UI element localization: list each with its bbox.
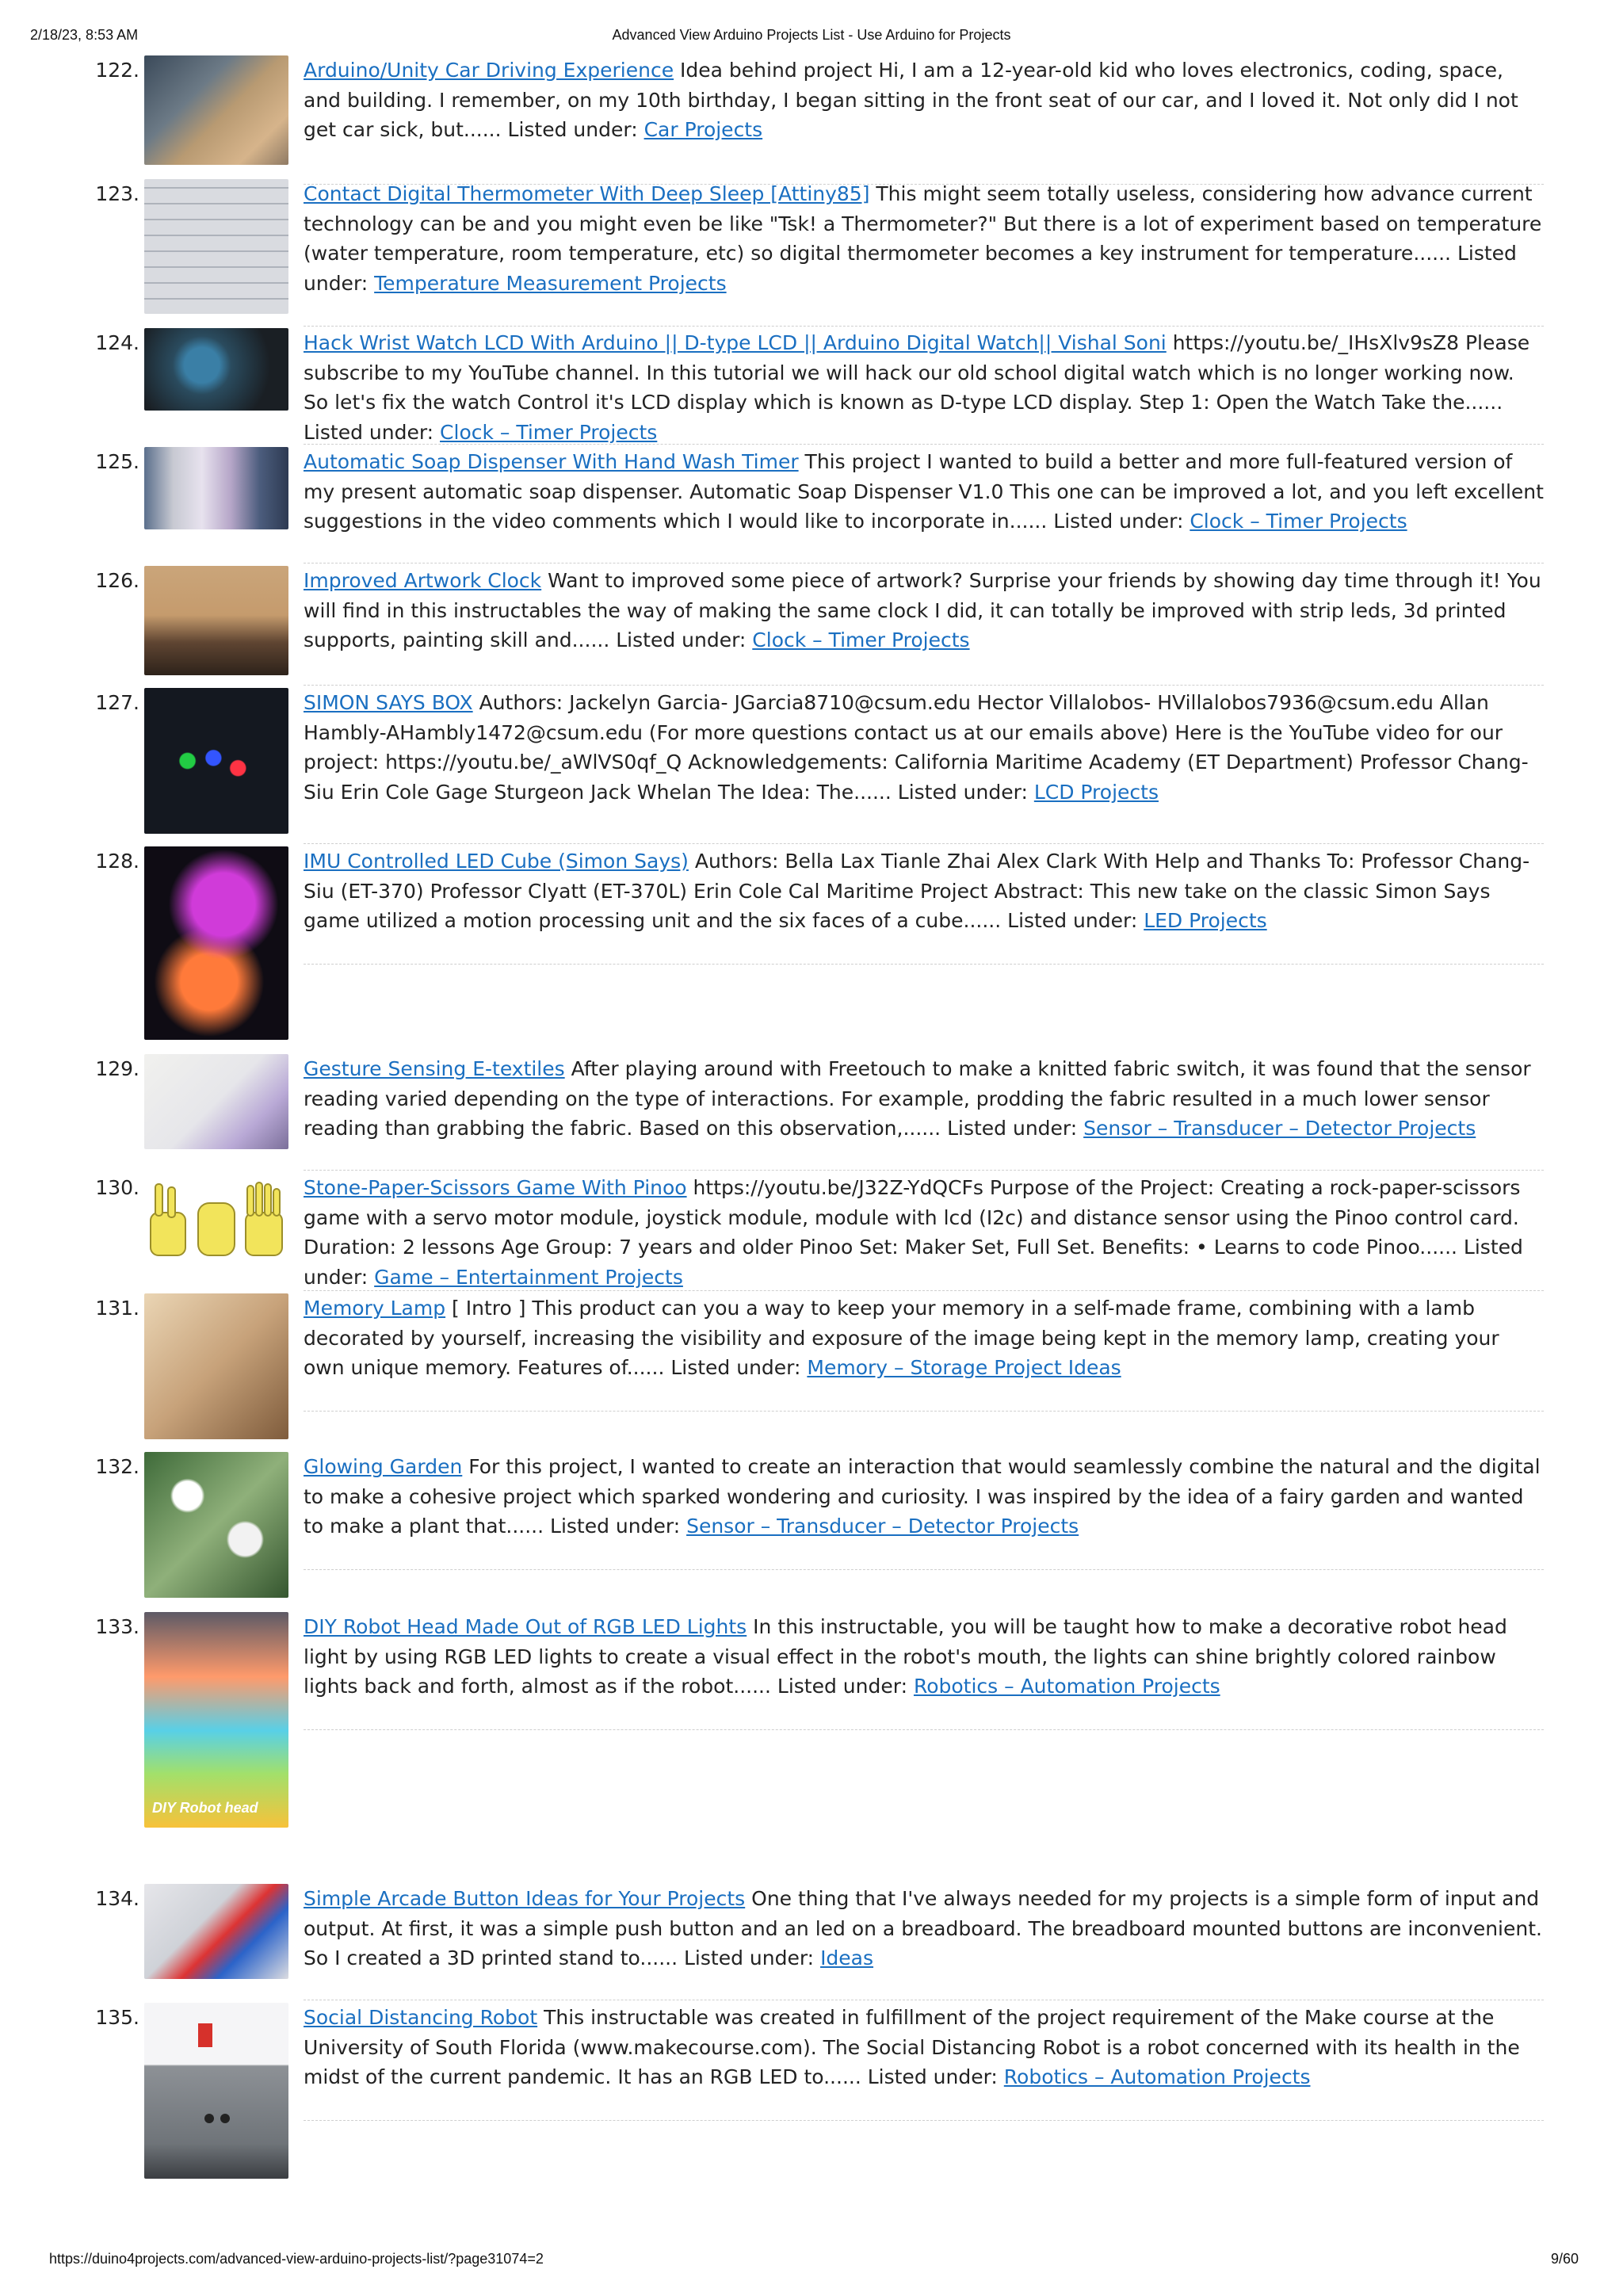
item-text xyxy=(304,1293,1544,1383)
car-driving-rig-thumbnail[interactable] xyxy=(144,55,288,165)
item-number: 130. xyxy=(95,1176,139,1199)
project-title-link[interactable]: Simple Arcade Button Ideas for Your Projects xyxy=(304,1887,746,1910)
divider xyxy=(304,1729,1544,1730)
thermometer-thumbnail[interactable] xyxy=(144,179,288,314)
project-title-link[interactable]: Stone-Paper-Scissors Game With Pinoo xyxy=(304,1176,687,1199)
project-description: https://youtu.be/_IHsXlv9sZ8 Please subscribe to my YouTube channel. In this tutorial we will hack our old school digital watch which is no longer working now. So let's fix the watch Control it's LCD display which is known as D-type LCD display. Step 1: Open the Watch Take the...... Listed under: xyxy=(304,331,1530,444)
category-link[interactable]: Sensor – Transducer – Detector Projects xyxy=(1083,1117,1476,1140)
project-title-link[interactable]: DIY Robot Head Made Out of RGB LED Lights xyxy=(304,1615,747,1638)
item-number: 127. xyxy=(95,691,139,714)
category-link[interactable]: Memory – Storage Project Ideas xyxy=(807,1356,1121,1379)
project-description: In this instructable, you will be taught how to make a decorative robot head light by using RGB LED lights to create a visual effect in the robot's mouth, the lights can shine brightly colored rainbow lights back and forth, almost as if the robot...... Listed under: xyxy=(304,1615,1507,1698)
item-text xyxy=(304,566,1544,655)
item-number: 129. xyxy=(95,1057,139,1080)
project-title-link[interactable]: Gesture Sensing E-textiles xyxy=(304,1057,565,1080)
item-number: 128. xyxy=(95,850,139,873)
item-text xyxy=(304,55,1544,145)
robot-eye-icon xyxy=(220,2114,230,2123)
project-description: This instructable was created in fulfillment of the project requirement of the Make course at the University of South Florida (www.makecourse.com). The Social Distancing Robot is a robot concerned with its health in the midst of the current pandemic. It has an RGB LED to...... Listed under: xyxy=(304,2006,1520,2088)
robot-head-thumbnail[interactable] xyxy=(144,1612,288,1828)
category-link[interactable]: Sensor – Transducer – Detector Projects xyxy=(686,1515,1079,1538)
category-link[interactable]: Clock – Timer Projects xyxy=(752,628,970,651)
project-title-link[interactable]: Glowing Garden xyxy=(304,1455,463,1478)
thumbnail-caption: DIY Robot head xyxy=(152,1800,258,1816)
project-title-link[interactable]: SIMON SAYS BOX xyxy=(304,691,473,714)
divider xyxy=(304,1170,1544,1171)
project-description: For this project, I wanted to create an interaction that would seamlessly combine the natural and the digital to make a cohesive project which sparked wondering and curiosity. I was inspired by the idea of a fairy garden and wanted to make a plant that...... Listed under: xyxy=(304,1455,1541,1538)
print-footer xyxy=(0,2251,1623,2283)
project-title-link[interactable]: Arduino/Unity Car Driving Experience xyxy=(304,59,674,82)
glowing-garden-thumbnail[interactable] xyxy=(144,1452,288,1598)
divider xyxy=(304,685,1544,686)
divider xyxy=(304,326,1544,327)
project-title-link[interactable]: IMU Controlled LED Cube (Simon Says) xyxy=(304,850,689,873)
item-text xyxy=(304,1612,1544,1702)
project-description: After playing around with Freetouch to make a knitted fabric switch, it was found that the sensor reading varied depending on the type of interactions. For example, prodding the fabric resulted in a much lower sensor reading than grabbing the fabric. Based on this observation,...... Listed under: xyxy=(304,1057,1531,1140)
divider xyxy=(304,1411,1544,1412)
item-number: 123. xyxy=(95,182,139,205)
item-text xyxy=(304,1173,1544,1292)
item-number: 133. xyxy=(95,1615,139,1638)
project-description: Idea behind project Hi, I am a 12-year-old kid who loves electronics, coding, space, and building. I remember, on my 10th birthday, I began sitting in the front seat of our car, and I loved it. Not only did I not get car sick, but...... Listed under: xyxy=(304,59,1518,141)
project-description: Want to improved some piece of artwork? Surprise your friends by showing day time through it! You will find in this instructables the way of making the same clock I did, it can totally be improved with strip leds, 3d printed supports, painting skill and...... Listed under: xyxy=(304,569,1541,651)
item-text xyxy=(304,179,1544,298)
soap-dispenser-thumbnail[interactable] xyxy=(144,447,288,529)
item-text xyxy=(304,1884,1544,1973)
page-number: 9/60 xyxy=(1550,2251,1579,2267)
item-text xyxy=(304,447,1544,537)
robot-flag-icon xyxy=(198,2023,212,2047)
robot-eye-icon xyxy=(204,2114,214,2123)
project-description: [ Intro ] This product can you a way to keep your memory in a self-made frame, combining with a lamb decorated by yourself, increasing the visibility and exposure of the image being kept in the memory lamp, creating your own unique memory. Features of...... Listed under: xyxy=(304,1297,1499,1379)
rock-paper-scissors-icon xyxy=(144,1173,288,1268)
divider xyxy=(304,1290,1544,1291)
project-description: One thing that I've always needed for my projects is a simple form of input and output. At first, it was a simple push button and an led on a breadboard. The breadboard mounted buttons are inconvenient. So I created a 3D printed stand to...... Listed under: xyxy=(304,1887,1542,1969)
arduino-watch-thumbnail[interactable] xyxy=(144,328,288,411)
memory-lamp-thumbnail[interactable] xyxy=(144,1293,288,1439)
item-number: 132. xyxy=(95,1455,139,1478)
project-title-link[interactable]: Automatic Soap Dispenser With Hand Wash Timer xyxy=(304,450,799,473)
item-number: 124. xyxy=(95,331,139,354)
category-link[interactable]: Clock – Timer Projects xyxy=(440,420,658,444)
page-title: Advanced View Arduino Projects List - Use Arduino for Projects xyxy=(612,27,1011,43)
project-description: This might seem totally useless, considering how advance current technology can be and you might even be like "Tsk! a Thermometer?" But there is a lot of experiment based on temperature (water temperature, room temperature, etc) so digital thermometer becomes a key instrument for temperature...... Listed under: xyxy=(304,182,1542,295)
project-title-link[interactable]: Hack Wrist Watch LCD With Arduino || D-type LCD || Arduino Digital Watch|| Vishal Soni xyxy=(304,331,1167,354)
project-title-link[interactable]: Improved Artwork Clock xyxy=(304,569,542,592)
item-number: 134. xyxy=(95,1887,139,1910)
e-textile-thumbnail[interactable] xyxy=(144,1054,288,1149)
category-link[interactable]: Temperature Measurement Projects xyxy=(374,271,727,295)
item-number: 125. xyxy=(95,450,139,473)
divider xyxy=(304,843,1544,844)
page-url: https://duino4projects.com/advanced-view-arduino-projects-list/?page31074=2 xyxy=(49,2251,544,2267)
project-title-link[interactable]: Memory Lamp xyxy=(304,1297,446,1320)
category-link[interactable]: Robotics – Automation Projects xyxy=(1003,2065,1311,2088)
item-text xyxy=(304,1054,1544,1144)
project-description: https://youtu.be/J32Z-YdQCFs Purpose of the Project: Creating a rock-paper-scissors game with a servo motor module, joystick module, module with lcd (I2c) and distance sensor using the Pinoo control card. Duration: 2 lessons Age Group: 7 years and older Pinoo Set: Maker Set, Full Set. Benefits: • Learns to code Pinoo...... Listed under: xyxy=(304,1176,1523,1289)
divider xyxy=(304,2120,1544,2121)
item-number: 122. xyxy=(95,59,139,82)
project-title-link[interactable]: Social Distancing Robot xyxy=(304,2006,538,2029)
item-text xyxy=(304,846,1544,936)
category-link[interactable]: Car Projects xyxy=(643,118,763,141)
project-description: Authors: Jackelyn Garcia- JGarcia8710@csum.edu Hector Villalobos- HVillalobos7936@csum.edu Allan Hambly-AHambly1472@csum.edu (For more questions contact us at our emails above) Here is the YouTube video for our project: https://youtu.be/_aWlVS0qf_Q Acknowledgements: California Maritime Academy (ET Department) Professor Chang-Siu Erin Cole Gage Sturgeon Jack Whelan The Idea: The...... Listed under: xyxy=(304,691,1529,804)
item-text xyxy=(304,2003,1544,2092)
category-link[interactable]: Game – Entertainment Projects xyxy=(374,1265,683,1289)
divider xyxy=(304,444,1544,445)
divider xyxy=(304,964,1544,965)
category-link[interactable]: Robotics – Automation Projects xyxy=(913,1675,1220,1698)
social-distancing-robot-thumbnail[interactable] xyxy=(144,2003,288,2179)
arcade-buttons-thumbnail[interactable] xyxy=(144,1884,288,1979)
project-description: Authors: Bella Lax Tianle Zhai Alex Clark With Help and Thanks To: Professor Chang-Siu (ET-370) Professor Clyatt (ET-370L) Erin Cole Cal Maritime Project Abstract: This new take on the classic Simon Says game utilized a motion processing unit and the six faces of a cube...... Listed under: xyxy=(304,850,1530,932)
item-text xyxy=(304,1452,1544,1541)
category-link[interactable]: Clock – Timer Projects xyxy=(1190,510,1407,533)
item-text xyxy=(304,328,1544,447)
project-description: This project I wanted to build a better and more full-featured version of my present automatic soap dispenser. Automatic Soap Dispenser V1.0 This one can be improved a lot, and you left excellent suggestions in the video comments which I would like to incorporate in...... Listed under: xyxy=(304,450,1544,533)
simon-says-box-thumbnail[interactable] xyxy=(144,688,288,834)
item-number: 126. xyxy=(95,569,139,592)
led-cube-thumbnail[interactable] xyxy=(144,846,288,1040)
artwork-clock-thumbnail[interactable] xyxy=(144,566,288,675)
category-link[interactable]: LED Projects xyxy=(1144,909,1267,932)
category-link[interactable]: Ideas xyxy=(820,1946,874,1969)
item-text xyxy=(304,688,1544,807)
hand-gestures-thumbnail[interactable] xyxy=(144,1173,288,1268)
project-title-link[interactable]: Contact Digital Thermometer With Deep Sleep [Attiny85] xyxy=(304,182,870,205)
item-number: 131. xyxy=(95,1297,139,1320)
print-date: 2/18/23, 8:53 AM xyxy=(30,27,139,43)
item-number: 135. xyxy=(95,2006,139,2029)
divider xyxy=(304,1569,1544,1570)
category-link[interactable]: LCD Projects xyxy=(1033,780,1159,804)
